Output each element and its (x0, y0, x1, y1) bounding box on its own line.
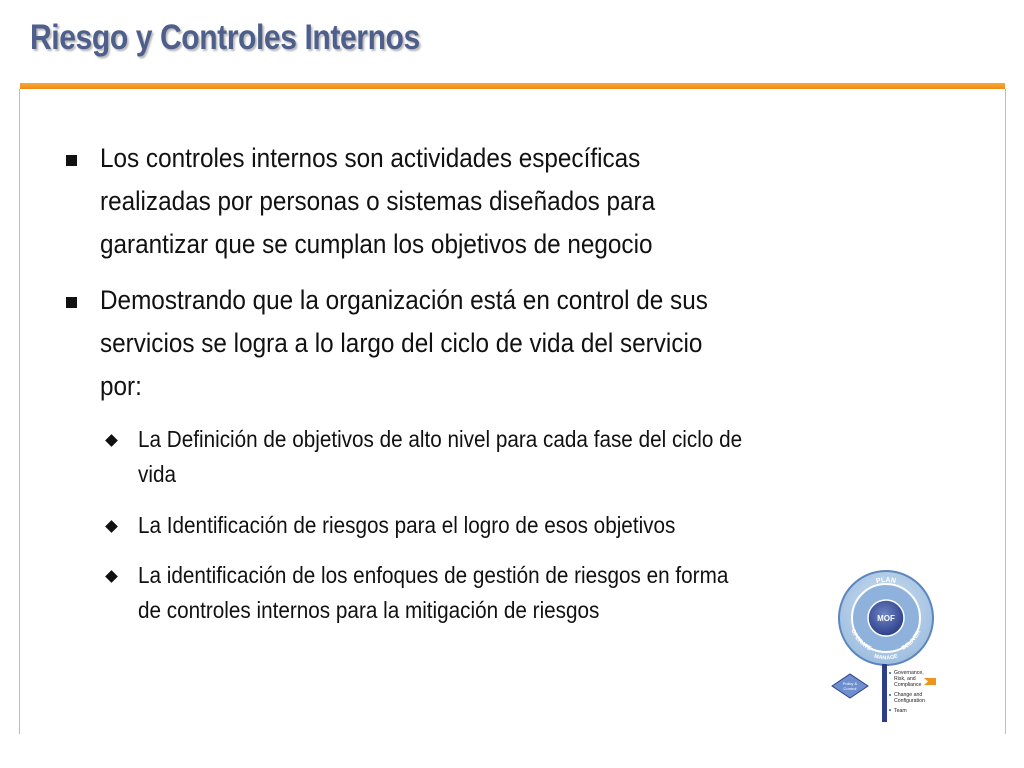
sub-bullet-text (138, 422, 930, 492)
mof-list-line: Compliance (894, 682, 922, 688)
mof-plan-label: PLAN (875, 576, 897, 586)
bullet-text (100, 279, 847, 408)
diamond-bullet-icon (105, 434, 118, 447)
diamond-bullet-icon (105, 570, 118, 583)
orange-marker-icon (924, 678, 936, 685)
bullet-line: por: (100, 371, 142, 401)
square-bullet-icon (66, 297, 77, 308)
policy-label: Policy & (842, 681, 858, 686)
sub-bullet-line: La identificación de los enfoques de gestión de riesgos en forma (138, 562, 729, 588)
bullet-line: realizadas por personas o sistemas diseñados para (100, 186, 656, 216)
mof-list-line: Configuration (894, 698, 925, 704)
slide-title: Riesgo y Controles Internos (30, 18, 420, 57)
mof-operate-label: OPERATE (849, 628, 873, 653)
sub-bullet-line: La Definición de objetivos de alto nivel para cada fase del ciclo de (138, 426, 743, 452)
mof-lifecycle-graphic (826, 566, 956, 726)
sub-bullet-line: La Identificación de riesgos para el logro de esos objetivos (138, 512, 676, 538)
sub-bullet-line: vida (138, 461, 176, 487)
bullet-line: servicios se logra a lo largo del ciclo de vida del servicio (100, 328, 703, 358)
mof-list-line: Team (894, 708, 907, 714)
bullet-line: Los controles internos son actividades específicas (100, 143, 641, 173)
mof-manage-label: MANAGE (873, 653, 899, 662)
mof-stem (882, 664, 887, 722)
mof-list-line: Change and (894, 692, 923, 698)
sub-bullet-text (138, 558, 930, 628)
svg-text:PLAN (876, 577, 897, 585)
mof-list-line: Risk, and (894, 676, 916, 682)
sub-bullet-line: de controles internos para la mitigación de riesgos (138, 597, 600, 623)
title-divider (20, 83, 1005, 89)
frame-left-border (19, 89, 20, 734)
mof-center-label: MOF (877, 614, 895, 623)
bullet-line: garantizar que se cumplan los objetivos de negocio (100, 229, 653, 259)
square-bullet-icon (66, 155, 77, 166)
bullet-line: Demostrando que la organización está en control de sus (100, 285, 708, 315)
frame-right-border (1005, 89, 1006, 734)
bullet-text (100, 137, 847, 266)
mof-list-line: Governance, (894, 670, 924, 676)
control-label: Control (843, 686, 857, 691)
sub-bullet-text (138, 508, 930, 543)
diamond-bullet-icon (105, 520, 118, 533)
mof-deliver-label: DELIVER (901, 629, 923, 652)
